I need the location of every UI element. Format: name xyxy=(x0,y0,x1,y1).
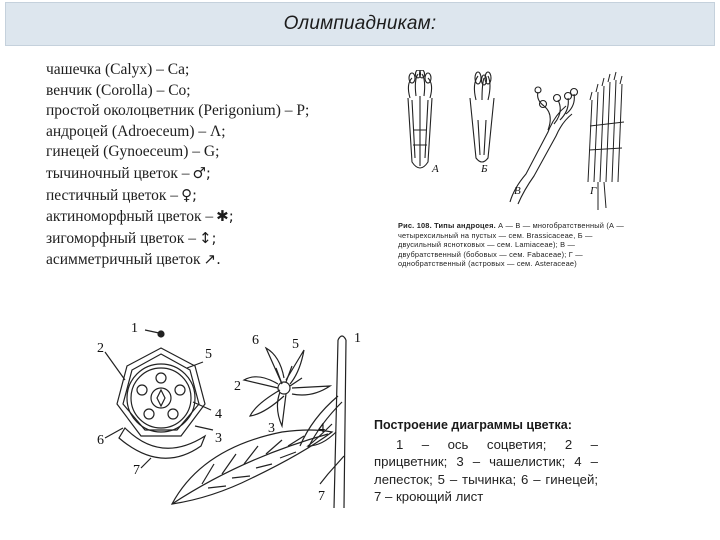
flower-diagram-caption xyxy=(374,418,598,506)
androecium-label-c: В xyxy=(514,185,521,197)
notation-line-pistillate: пестичный цветок – ♀; xyxy=(46,185,198,204)
diagram-number-7: 7 xyxy=(133,463,140,478)
diagram-number-3: 3 xyxy=(215,431,222,446)
androecium-types-illustration xyxy=(398,70,630,212)
notation-line-calyx: чашечка (Calyx) – Ca; xyxy=(46,61,190,78)
shoot-number-6: 6 xyxy=(252,333,259,348)
androecium-b-drawing xyxy=(470,72,494,162)
notation-line-asymmetric: асимметричный цветок ↗. xyxy=(46,250,221,269)
diagram-number-1: 1 xyxy=(131,321,138,336)
page-title: Олимпиадникам: xyxy=(283,13,437,34)
notation-list xyxy=(46,60,386,271)
shoot-number-3: 3 xyxy=(268,421,275,436)
female-symbol-icon: ♀; xyxy=(181,185,198,204)
androecium-caption-title: Рис. 108. Типы андроцея. xyxy=(398,221,496,230)
notation-line-perigonium: простой околоцветник (Perigonium) – P; xyxy=(46,102,310,120)
asterisk-symbol-icon: ✱; xyxy=(216,207,234,226)
shoot-number-4: 4 xyxy=(318,421,325,436)
notation-line-corolla: венчик (Corolla) – Co; xyxy=(46,81,191,99)
diagram-caption-text: 1 – ось соцветия; 2 – прицветник; 3 – чашелистик; 4 – лепесток; 5 – тычинка; 6 – гинецей; 7 – кроющий лист xyxy=(374,437,598,505)
notation-line-actinomorphic: актиноморфный цветок – ✱; xyxy=(46,207,234,226)
notation-line-staminate: тычиночный цветок – ♂; xyxy=(46,163,211,182)
asymmetric-arrow-icon: ↗. xyxy=(203,250,221,269)
male-symbol-icon: ♂; xyxy=(192,163,211,182)
shoot-number-5: 5 xyxy=(292,337,299,352)
shoot-number-1: 1 xyxy=(354,331,361,346)
diagram-number-4: 4 xyxy=(215,407,222,422)
diagram-number-2: 2 xyxy=(97,341,104,356)
androecium-label-a: А xyxy=(432,163,439,175)
diagram-caption-title: Построение диаграммы цветка: xyxy=(374,418,572,432)
androecium-caption-text: А — В — многобратственный (А — четырехсильный на пустых — сем. Brassicaceae, Б — двусильный яснотковых — сем. Lamiaceae); В — двубратственный (бобовых — сем. Fabaceae); Г — однобратственный (астровых — сем. Asteraceae) xyxy=(398,221,625,269)
subtending-leaf xyxy=(172,430,332,504)
androecium-caption xyxy=(398,221,634,269)
androecium-label-d: Г xyxy=(590,185,597,197)
flowering-shoot-illustration xyxy=(132,328,372,513)
androecium-a-drawing xyxy=(408,70,432,168)
notation-line-zygomorphic: зигоморфный цветок – ↕; xyxy=(46,228,217,247)
stem-axis xyxy=(334,340,346,508)
shoot-number-2: 2 xyxy=(234,379,241,394)
androecium-label-b: Б xyxy=(481,163,488,175)
notation-line-gynoeceum: гинецей (Gynoeceum) – G; xyxy=(46,143,220,161)
header-bar xyxy=(5,2,715,46)
zygomorphic-arrow-icon: ↕; xyxy=(198,228,217,247)
diagram-number-6: 6 xyxy=(97,433,104,448)
shoot-number-7: 7 xyxy=(318,489,325,504)
notation-line-androeceum: андроцей (Adroeceum) – Λ; xyxy=(46,122,226,140)
diagram-number-5: 5 xyxy=(205,347,212,362)
